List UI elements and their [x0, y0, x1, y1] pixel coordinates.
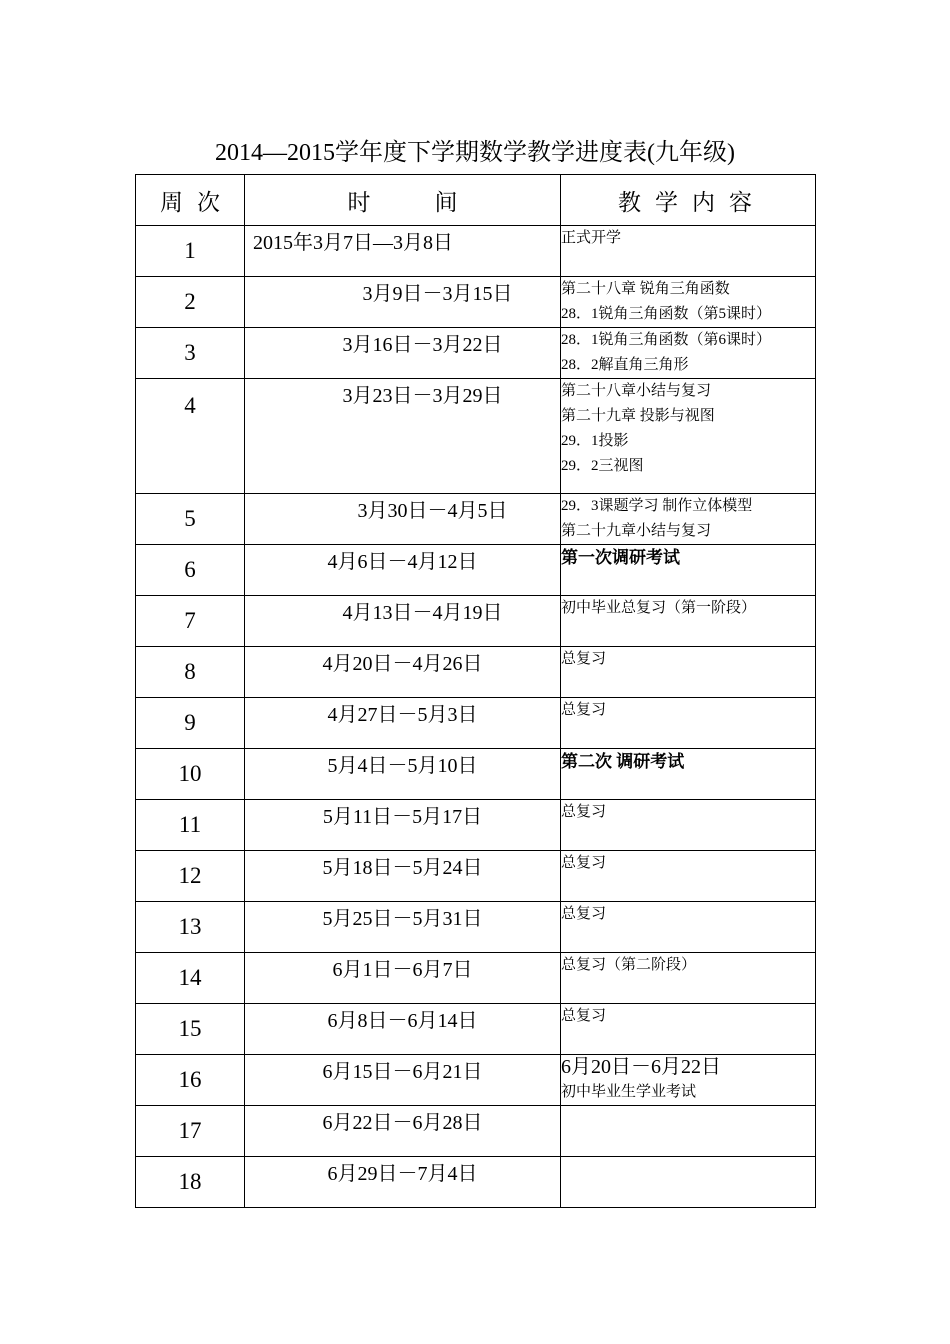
header-content: 教学内容	[561, 175, 816, 226]
content-cell: 总复习	[561, 851, 816, 902]
time-cell: 4月13日－4月19日	[245, 596, 561, 647]
table-row	[136, 379, 816, 494]
time-cell: 3月23日－3月29日	[245, 379, 561, 494]
content-cell: 总复习	[561, 698, 816, 749]
time-cell: 6月22日－6月28日	[245, 1106, 561, 1157]
week-cell: 10	[136, 749, 245, 800]
table-row	[136, 1055, 816, 1106]
week-cell: 18	[136, 1157, 245, 1208]
week-cell: 5	[136, 494, 245, 545]
content-cell: 总复习	[561, 902, 816, 953]
content-cell: 总复习	[561, 647, 816, 698]
content-cell: 29．3课题学习 制作立体模型 第二十九章小结与复习	[561, 494, 816, 545]
time-cell: 6月29日－7月4日	[245, 1157, 561, 1208]
time-cell: 4月6日－4月12日	[245, 545, 561, 596]
table-row	[136, 545, 816, 596]
content-cell: 初中毕业总复习（第一阶段）	[561, 596, 816, 647]
table-row	[136, 1004, 816, 1055]
week-cell: 15	[136, 1004, 245, 1055]
content-cell: 第二十八章 锐角三角函数 28．1锐角三角函数（第5课时）	[561, 277, 816, 328]
schedule-table	[135, 174, 816, 1208]
time-cell: 5月25日－5月31日	[245, 902, 561, 953]
header-time: 时 间	[245, 175, 561, 226]
week-cell: 13	[136, 902, 245, 953]
time-cell: 3月16日－3月22日	[245, 328, 561, 379]
week-cell: 16	[136, 1055, 245, 1106]
time-cell: 4月20日－4月26日	[245, 647, 561, 698]
page-title: 2014—2015学年度下学期数学教学进度表(九年级)	[215, 140, 735, 166]
week-cell: 6	[136, 545, 245, 596]
content-cell	[561, 1106, 816, 1157]
content-cell: 第一次调研考试	[561, 545, 816, 596]
week-cell: 7	[136, 596, 245, 647]
content-cell: 28．1锐角三角函数（第6课时） 28．2解直角三角形	[561, 328, 816, 379]
week-cell: 14	[136, 953, 245, 1004]
table-row	[136, 953, 816, 1004]
table-row	[136, 596, 816, 647]
week-cell: 11	[136, 800, 245, 851]
time-cell: 6月8日－6月14日	[245, 1004, 561, 1055]
table-row	[136, 277, 816, 328]
content-cell: 6月20日－6月22日 初中毕业生学业考试	[561, 1055, 816, 1106]
week-cell: 3	[136, 328, 245, 379]
week-cell: 9	[136, 698, 245, 749]
header-row	[136, 175, 816, 226]
time-cell: 6月1日－6月7日	[245, 953, 561, 1004]
time-cell: 3月30日－4月5日	[245, 494, 561, 545]
content-cell: 第二次 调研考试	[561, 749, 816, 800]
week-cell: 8	[136, 647, 245, 698]
time-cell: 5月18日－5月24日	[245, 851, 561, 902]
content-cell: 正式开学	[561, 226, 816, 277]
content-cell: 第二十八章小结与复习 第二十九章 投影与视图 29．1投影 29．2三视图	[561, 379, 816, 494]
time-cell: 5月4日－5月10日	[245, 749, 561, 800]
content-cell	[561, 1157, 816, 1208]
time-cell: 5月11日－5月17日	[245, 800, 561, 851]
time-cell: 3月9日－3月15日	[245, 277, 561, 328]
table-row	[136, 494, 816, 545]
table-row	[136, 902, 816, 953]
week-cell: 1	[136, 226, 245, 277]
table-row	[136, 851, 816, 902]
time-cell: 6月15日－6月21日	[245, 1055, 561, 1106]
time-cell: 2015年3月7日—3月8日	[245, 226, 561, 277]
header-week: 周次	[136, 175, 245, 226]
table-row	[136, 328, 816, 379]
table-row	[136, 647, 816, 698]
content-cell: 总复习（第二阶段）	[561, 953, 816, 1004]
table-row	[136, 226, 816, 277]
table-row	[136, 698, 816, 749]
time-cell: 4月27日－5月3日	[245, 698, 561, 749]
content-cell: 总复习	[561, 800, 816, 851]
table-row	[136, 800, 816, 851]
week-cell: 4	[136, 379, 245, 494]
week-cell: 12	[136, 851, 245, 902]
table-row	[136, 749, 816, 800]
week-cell: 17	[136, 1106, 245, 1157]
week-cell: 2	[136, 277, 245, 328]
content-cell: 总复习	[561, 1004, 816, 1055]
table-row	[136, 1106, 816, 1157]
table-row	[136, 1157, 816, 1208]
